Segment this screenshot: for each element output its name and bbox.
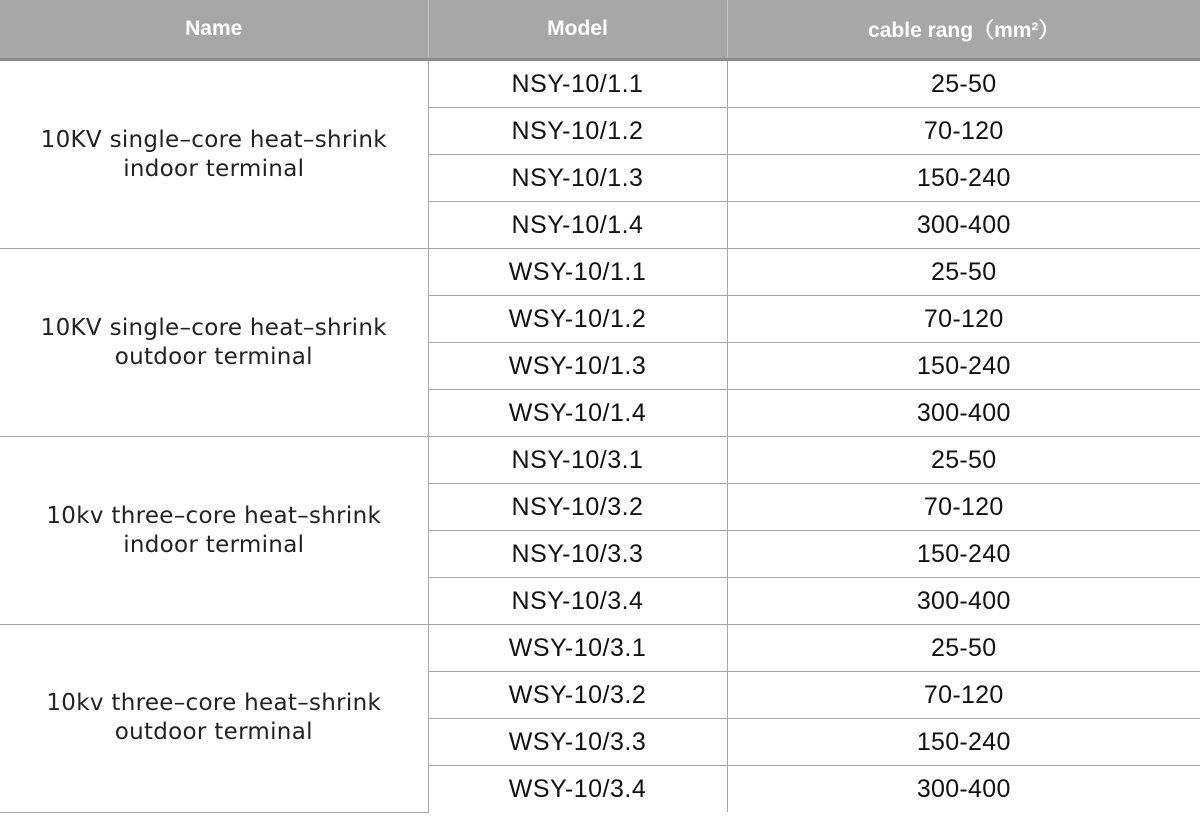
cable-range-cell: 300-400 xyxy=(727,578,1200,625)
cable-range-cell: 150-240 xyxy=(727,343,1200,390)
header-name: Name xyxy=(0,0,428,60)
header-model: Model xyxy=(428,0,727,60)
product-name-line: outdoor terminal xyxy=(114,719,313,746)
model-cell: NSY-10/3.1 xyxy=(428,437,727,484)
table-header xyxy=(0,0,1200,60)
header-row xyxy=(0,0,1200,60)
product-name-line: 10kv three–core heat–shrink xyxy=(46,690,382,717)
product-name-cell xyxy=(0,437,428,625)
table-row xyxy=(0,60,1200,108)
cable-range-cell: 25-50 xyxy=(727,60,1200,108)
cable-range-cell: 150-240 xyxy=(727,719,1200,766)
product-name-cell xyxy=(0,249,428,437)
product-name-line: indoor terminal xyxy=(123,531,305,558)
cable-range-cell: 70-120 xyxy=(727,484,1200,531)
header-cable-range: cable rang（mm²） xyxy=(727,0,1200,60)
model-cell: NSY-10/1.3 xyxy=(428,155,727,202)
table-body xyxy=(0,60,1200,813)
model-cell: WSY-10/1.2 xyxy=(428,296,727,343)
product-name-line: outdoor terminal xyxy=(114,343,313,370)
product-name-line: 10KV single–core heat–shrink xyxy=(40,314,387,341)
product-name-line: indoor terminal xyxy=(123,155,305,182)
cable-range-cell: 25-50 xyxy=(727,249,1200,296)
model-cell: WSY-10/3.2 xyxy=(428,672,727,719)
table-row xyxy=(0,625,1200,672)
model-cell: WSY-10/1.1 xyxy=(428,249,727,296)
model-cell: NSY-10/3.3 xyxy=(428,531,727,578)
product-name-line: 10kv three–core heat–shrink xyxy=(46,502,382,529)
cable-range-cell: 25-50 xyxy=(727,437,1200,484)
cable-range-cell: 25-50 xyxy=(727,625,1200,672)
model-cell: NSY-10/1.2 xyxy=(428,108,727,155)
model-cell: NSY-10/3.4 xyxy=(428,578,727,625)
cable-range-cell: 300-400 xyxy=(727,390,1200,437)
model-cell: NSY-10/1.4 xyxy=(428,202,727,249)
cable-range-cell: 70-120 xyxy=(727,672,1200,719)
cable-range-cell: 70-120 xyxy=(727,296,1200,343)
model-cell: NSY-10/1.1 xyxy=(428,60,727,108)
product-name-cell xyxy=(0,60,428,249)
model-cell: WSY-10/3.1 xyxy=(428,625,727,672)
table-row xyxy=(0,249,1200,296)
cable-range-cell: 150-240 xyxy=(727,531,1200,578)
product-name-cell xyxy=(0,625,428,813)
model-cell: WSY-10/1.4 xyxy=(428,390,727,437)
model-cell: NSY-10/3.2 xyxy=(428,484,727,531)
cable-range-cell: 300-400 xyxy=(727,202,1200,249)
model-cell: WSY-10/3.4 xyxy=(428,766,727,813)
cable-range-cell: 300-400 xyxy=(727,766,1200,813)
model-cell: WSY-10/1.3 xyxy=(428,343,727,390)
table-row xyxy=(0,437,1200,484)
product-name-line: 10KV single–core heat–shrink xyxy=(40,126,387,153)
model-cell: WSY-10/3.3 xyxy=(428,719,727,766)
cable-range-cell: 70-120 xyxy=(727,108,1200,155)
cable-range-cell: 150-240 xyxy=(727,155,1200,202)
